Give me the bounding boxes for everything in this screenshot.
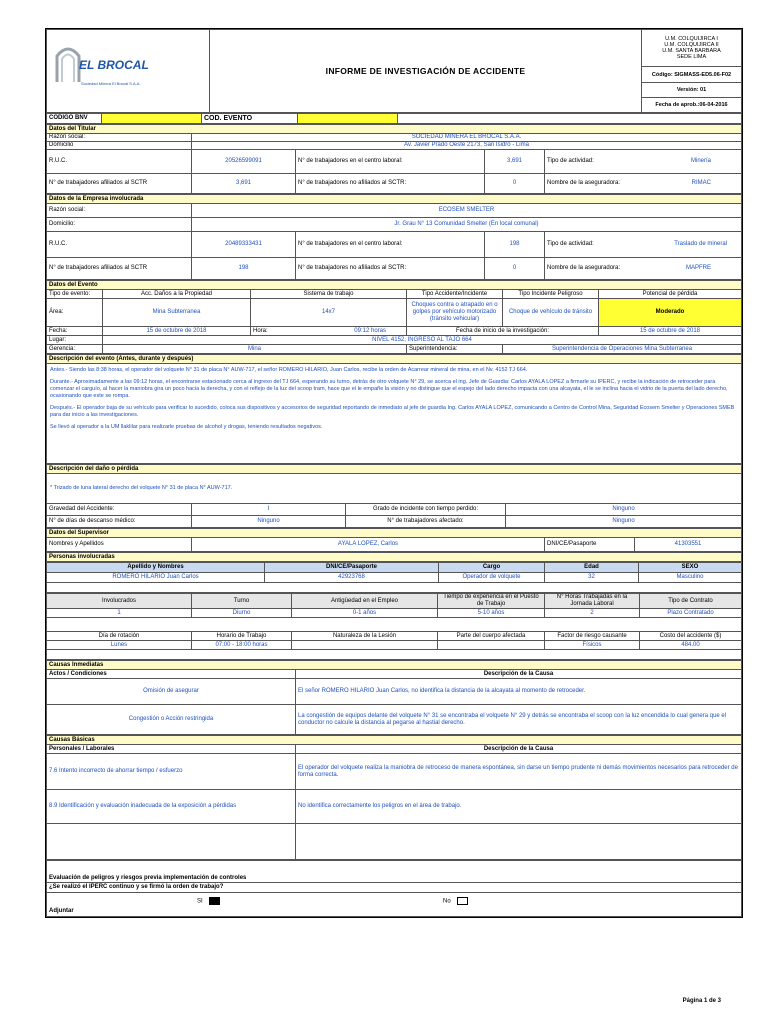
lugar-label: Lugar:: [47, 336, 103, 345]
cause-desc-cell: La congestión de equipos delante del volquete N° 31 se encontraba el volquete N° 29 y detrás se encontraba el scoop con la luz encendida lo cual genera que el conductor no calcule la distancia al pegarse al hastial derecho.: [296, 705, 742, 735]
cause-cell: Omisión de asegurar: [47, 679, 296, 705]
col-header: DNI/CE/Pasaporte: [265, 563, 439, 573]
tipo-act-value: Minería: [690, 158, 711, 164]
tipo-act-value: Traslado de mineral: [674, 241, 727, 247]
codigo-bnv-field[interactable]: [102, 114, 202, 124]
potencial-value: Moderado: [599, 299, 742, 327]
section-titular: Datos del Titular: [47, 125, 742, 134]
col-header: Involucrados: [47, 594, 192, 609]
supervisor-nombre-label: Nombres y Apellidos: [47, 538, 192, 552]
col-header: Horario de Trabajo: [192, 632, 292, 641]
table-cell: Físicos: [545, 641, 640, 650]
unit-line: U.M. COLQUIJIRCA II: [664, 42, 719, 49]
col-header: N° Horas Trabajadas en la Jornada Laboral: [545, 594, 640, 609]
sistema-value: 14x7: [251, 299, 407, 327]
no-checkbox[interactable]: [457, 897, 468, 905]
col-header: Tiempo de experiencia en el Puesto de Trabajo: [438, 594, 545, 609]
cause-cell: Congestión o Acción restringida: [47, 705, 296, 735]
supervisor-nombre-value: AYALA LOPEZ, Carlos: [192, 538, 545, 552]
no-afiliados-value: 0: [485, 258, 545, 280]
section-personas: Personas involucradas: [47, 553, 742, 562]
col-header: Tipo de Contrato: [640, 594, 742, 609]
table-cell: Lunes: [47, 641, 192, 650]
afiliados-label: N° de trabajadores afiliados al SCTR: [47, 174, 192, 194]
tipo-act-label: Tipo de actividad:: [547, 241, 594, 247]
doc-version: Versión: 01: [642, 82, 742, 97]
table-cell: 07:00 - 18:00 horas: [192, 641, 292, 650]
col-header: Apellido y Nombres: [47, 563, 265, 573]
supervisor-dni-value: 41303551: [635, 538, 742, 552]
trab-centro-label: N° de trabajadores en el centro laboral:: [296, 150, 485, 174]
razon-label: Razón social:: [47, 204, 192, 218]
col-header: Día de rotación: [47, 632, 192, 641]
gerencia-value: Mina: [103, 345, 407, 354]
danio-text: * Trizado de luna lateral derecho del volquete N° 31 de placa N° AUW-717.: [47, 474, 742, 504]
superint-label: Superintendencia:: [407, 345, 503, 354]
table-cell: [438, 641, 545, 650]
table-cell: [292, 641, 438, 650]
tipo-evento-value: Acc. Daños a la Propiedad: [103, 290, 251, 299]
supervisor-dni-label: DNI/CE/Pasaporte: [545, 538, 635, 552]
cause-cell: 7.6 Intento incorrecto de ahorrar tiempo / esfuerzo: [47, 754, 296, 790]
cod-evento-label: COD. EVENTO: [202, 114, 298, 124]
table-cell: Diurno: [192, 609, 292, 618]
adjuntar-label: Adjuntar: [49, 908, 74, 914]
domicilio-label: Domicilio:: [47, 218, 192, 232]
company-subtitle: Sociedad Minera El Brocal S.A.A.: [81, 81, 141, 86]
si-option: [197, 897, 220, 906]
company-name: EL BROCAL: [79, 58, 149, 72]
page-title: INFORME DE INVESTIGACIÓN DE ACCIDENTE: [210, 30, 642, 113]
col-header: Factor de riesgo causante: [545, 632, 640, 641]
section-empresa: Datos de la Empresa involucrada: [47, 195, 742, 204]
afectado-value: Ninguno: [506, 516, 742, 528]
inicio-value: 15 de octubre de 2018: [599, 327, 742, 336]
trab-centro-label: N° de trabajadores en el centro laboral:: [296, 232, 485, 258]
col-header: Turno: [192, 594, 292, 609]
tipo-acc-value: Choques contra o atrapado en o golpes por vehículo motorizado (tránsito vehicular): [407, 299, 503, 327]
table-cell: 42923768: [265, 573, 439, 583]
cause-desc-cell: El operador del volquete realiza la maniobra de retroceso de manera espontánea, sin darse un tiempo prudente ni demás movimientos necesarios para retroceder de forma correcta.: [296, 754, 742, 790]
fecha-label: Fecha:: [47, 327, 103, 336]
cause-desc-cell: No identifica correctamente los peligros en el área de trabajo.: [296, 790, 742, 824]
trab-centro-value: 198: [485, 232, 545, 258]
domicilio-value: Av. Javier Prado Oeste 2173, San Isidro - Lima: [192, 142, 742, 150]
domicilio-value: Jr. Grau N° 13 Comunidad Smelter (En local comunal): [192, 218, 742, 232]
descripcion-antes: Antes.- Siendo las 8:38 horas, el operador del volquete N° 31 de placa N° AUW-717, el señor ROMERO HILARIO, Juan Carlos, recibe la orden de Acarrear mineral de mina, en el Nv. 4152 TJ 664.: [50, 367, 528, 373]
table-cell: Plazo Contratado: [640, 609, 742, 618]
codigo-bnv-label: CODIGO BNV: [47, 114, 102, 124]
afiliados-value: 198: [192, 258, 296, 280]
aseg-label: Nombre de la aseguradora:: [547, 265, 621, 271]
ruc-label: R.U.C.: [47, 232, 192, 258]
sistema-header: Sistema de trabajo: [251, 290, 407, 299]
aseg-label: Nombre de la aseguradora:: [547, 180, 621, 186]
area-value: Mina Subterranea: [103, 299, 251, 327]
potencial-header: Potencial de pérdida: [599, 290, 742, 299]
no-option: [443, 897, 468, 906]
page-number: Página 1 de 3: [682, 998, 721, 1004]
inmediatas-header-right: Descripción de la Causa: [296, 670, 742, 679]
si-checkbox[interactable]: [209, 897, 220, 905]
doc-approval-date: Fecha de aprob.:06-04-2016: [642, 97, 742, 112]
no-afiliados-value: 0: [485, 174, 545, 194]
afiliados-value: 3,691: [192, 174, 296, 194]
company-logo: [53, 40, 149, 87]
lugar-value: NIVEL 4152, INGRESO AL TAJO 664: [103, 336, 742, 345]
ruc-value: 20526599091: [192, 150, 296, 174]
basicas-header-left: Personales / Laborales: [47, 745, 296, 754]
section-inmediatas: Causas Inmediatas: [47, 661, 742, 670]
evaluacion-title: Evaluación de peligros y riesgos previa implementación de controles: [47, 861, 742, 883]
col-header: Edad: [545, 563, 639, 573]
gerencia-label: Gerencia:: [47, 345, 103, 354]
grado-value: Ninguno: [506, 504, 742, 516]
si-label: SI: [197, 898, 203, 905]
ruc-label: R.U.C.: [47, 150, 192, 174]
no-afiliados-label: N° de trabajadores no afiliados al SCTR:: [296, 174, 485, 194]
tipo-acc-header: Tipo Accidente/Incidente: [407, 290, 503, 299]
hora-value: 09:12 horas: [354, 327, 386, 334]
tipo-evento-label: Tipo de evento:: [47, 290, 103, 299]
incidente-value: Choque de vehículo de tránsito: [503, 299, 599, 327]
aseg-value: RIMAC: [691, 180, 711, 186]
section-basicas: Causas Básicas: [47, 736, 742, 745]
col-header: Cargo: [439, 563, 545, 573]
section-descripcion: Descripción del evento (Antes, durante y después): [47, 355, 742, 364]
col-header: Naturaleza de la Lesión: [292, 632, 438, 641]
descanso-label: N° de días de descanso médico:: [47, 516, 192, 528]
table-cell: 32: [545, 573, 639, 583]
table-cell: Masculino: [639, 573, 742, 583]
section-supervisor: Datos del Supervisor: [47, 529, 742, 538]
hora-label: Hora:: [253, 327, 268, 334]
gravedad-label: Gravedad del Accidente:: [47, 504, 192, 516]
table-cell: 5-10 años: [438, 609, 545, 618]
unit-line: SEDE LIMA: [676, 54, 707, 61]
gravedad-value: I: [192, 504, 346, 516]
descripcion-text: [47, 364, 742, 464]
units-list: [642, 30, 742, 67]
table-cell: 1: [47, 609, 192, 618]
cod-evento-field[interactable]: [298, 114, 398, 124]
table-cell: 484.00: [640, 641, 742, 650]
razon-value: ECOSEM SMELTER: [192, 204, 742, 218]
no-label: No: [443, 898, 451, 905]
col-header: SEXO: [639, 563, 742, 573]
doc-code: Código: SIGMASS-ED5.06-F02: [642, 67, 742, 82]
aseg-value: MAPFRE: [685, 265, 711, 271]
trab-centro-value: 3,691: [485, 150, 545, 174]
inicio-label: Fecha de inicio de la investigación:: [407, 327, 599, 336]
cause-cell: 8.9 Identificación y evaluación inadecuada de la exposición a pérdidas: [47, 790, 296, 824]
col-header: Parte del cuerpo afectada: [438, 632, 545, 641]
ruc-value: 20489333431: [192, 232, 296, 258]
descanso-value: Ninguno: [192, 516, 346, 528]
table-cell: 2: [545, 609, 640, 618]
no-afiliados-label: N° de trabajadores no afiliados al SCTR:: [296, 258, 485, 280]
superint-value: Superintendencia de Operaciones Mina Subterranea: [503, 345, 742, 354]
inmediatas-header-left: Actos / Condiciones: [47, 670, 296, 679]
domicilio-label: Domicilio: [47, 142, 192, 150]
razon-label: Razón social:: [47, 134, 192, 142]
afectado-label: N° de trabajadores afectado:: [346, 516, 506, 528]
logo-area: [47, 30, 210, 113]
fecha-value: 15 de octubre de 2018: [103, 327, 251, 336]
cause-desc-cell: El señor ROMERO HILARIO Juan Carlos, no identifica la distancia de la alcayata al momento de retroceder.: [296, 679, 742, 705]
razon-value: SOCIEDAD MINERA EL BROCAL S.A.A.: [192, 134, 742, 142]
incidente-header: Tipo Incidente Peligroso: [503, 290, 599, 299]
grado-label: Grado de incidente con tiempo perdido:: [346, 504, 506, 516]
area-label: Área:: [47, 299, 103, 327]
tipo-act-label: Tipo de actividad:: [547, 158, 594, 164]
unit-line: U.M. COLQUIJIRCA I: [665, 36, 718, 43]
section-danio: Descripción del daño o pérdida: [47, 465, 742, 474]
descripcion-pruebas: Se llevó al operador a la UM llaklilar para realizarle pruebas de alcohol y drogas, teniendo resultados negativos.: [50, 424, 323, 430]
table-cell: Operador de volquete: [439, 573, 545, 583]
unit-line: U.M. SANTA BARBARA: [662, 48, 721, 55]
descripcion-durante: Durante.- Aproximadamente a las 09:12 horas, el encontrarse estacionado cerca al ingreso del TJ 664, esperando su turno, detrás de otro volquete N° 29, se acerca el ing. Jefe de Guardia: Carlos AYALA LOPEZ a firmarle su IPERC, y recibe la indicación de retroceder para comenzar el carguío, al hacer la maniobra gira un poco hacia la derecha, y con el reflejo de la luz del scoop tram, hace que el le empañe la visión y no distingue que el espejo del lado derecho impacta con una alcayata, el le se inclina hacia el vidrio de la puerta del lado derecho, ocasionando que este se rompa.: [50, 379, 728, 399]
table-cell: ROMERO HILARIO Juan Carlos: [47, 573, 265, 583]
basicas-header-right: Descripción de la Causa: [296, 745, 742, 754]
col-header: Antigüedad en el Empleo: [292, 594, 438, 609]
col-header: Costo del accidente ($): [640, 632, 742, 641]
descripcion-despues: Después.- El operador baja de su vehículo para verificar lo sucedido, coloca sus dispositivos y accesorios de seguridad reportando de inmediato al jefe de guardia Ing. Carlos AYALA LOPEZ, comunicando a Centro de Control Mina, Seguridad Ecosem Smelter y Operaciones SMEB para dar inicio a las investigaciones.: [50, 405, 735, 418]
table-cell: 0-1 años: [292, 609, 438, 618]
afiliados-label: N° de trabajadores afiliados al SCTR: [47, 258, 192, 280]
evaluacion-question: ¿Se realizó el IPERC continuo y se firmó la orden de trabajo?: [47, 883, 742, 893]
section-evento: Datos del Evento: [47, 281, 742, 290]
